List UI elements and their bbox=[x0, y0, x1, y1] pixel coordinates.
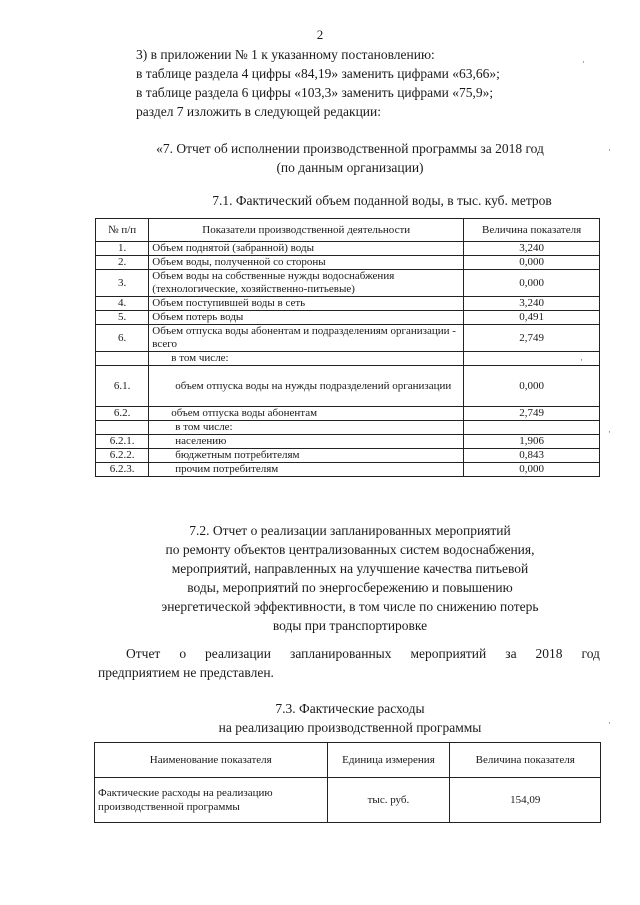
section-7-title-line: (по данным организации) bbox=[276, 160, 424, 175]
scan-speck: · bbox=[580, 355, 583, 365]
table-row bbox=[96, 270, 600, 297]
header-num: № п/п bbox=[96, 219, 149, 242]
header-value: Величина показателя bbox=[464, 219, 600, 242]
paragraph-word: 2018 bbox=[535, 646, 563, 661]
header-value: Величина показателя bbox=[450, 743, 601, 778]
section-7-2-title-line: воды, мероприятий по энергосбережению и повышению bbox=[187, 580, 513, 595]
section-7-title bbox=[60, 139, 640, 177]
header-unit: Единица измерения bbox=[327, 743, 450, 778]
paragraph-word: год bbox=[581, 646, 600, 661]
table-row bbox=[96, 311, 600, 325]
water-volume-table bbox=[95, 218, 600, 477]
intro-line: 3) в приложении № 1 к указанному постановлению: bbox=[136, 47, 435, 62]
row-num bbox=[96, 352, 149, 366]
intro-line: в таблице раздела 4 цифры «84,19» заменить цифрами «63,66»; bbox=[136, 66, 500, 81]
paragraph-word: о bbox=[179, 646, 187, 661]
scan-speck: · bbox=[608, 718, 611, 728]
scan-speck: · bbox=[608, 145, 611, 155]
section-7-2-title-line: мероприятий, направленных на улучшение качества питьевой bbox=[171, 561, 529, 576]
table-header-row bbox=[95, 743, 601, 778]
row-num: 6.2.1. bbox=[96, 435, 149, 449]
scan-speck: · bbox=[608, 427, 611, 437]
section-7-3-title bbox=[60, 699, 640, 737]
table-row bbox=[96, 407, 600, 421]
row-name: Объем поднятой (забранной) воды bbox=[149, 242, 464, 256]
row-name: объем отпуска воды абонентам bbox=[149, 407, 464, 421]
paragraph-word: мероприятий bbox=[410, 646, 487, 661]
table-row bbox=[95, 778, 601, 823]
row-value: 0,491 bbox=[464, 311, 600, 325]
row-value bbox=[464, 421, 600, 435]
row-value: 2,749 bbox=[464, 407, 600, 421]
row-value: 0,000 bbox=[464, 463, 600, 477]
section-7-title-line: «7. Отчет об исполнении производственной программы за 2018 год bbox=[156, 141, 544, 156]
row-name: объем отпуска воды на нужды подразделений организации bbox=[149, 366, 464, 407]
header-name: Наименование показателя bbox=[95, 743, 328, 778]
section-7-1-title-text: 7.1. Фактический объем поданной воды, в тыс. куб. метров bbox=[212, 193, 552, 208]
paragraph-line: предприятием не представлен. bbox=[98, 665, 274, 680]
row-num: 6.2.3. bbox=[96, 463, 149, 477]
intro-line: раздел 7 изложить в следующей редакции: bbox=[136, 104, 382, 119]
row-name: Фактические расходы на реализацию производственной программы bbox=[95, 778, 328, 823]
expenses-table bbox=[94, 742, 601, 823]
section-7-2-paragraph bbox=[98, 644, 600, 682]
section-7-1-title bbox=[172, 191, 592, 210]
row-name: населению bbox=[149, 435, 464, 449]
row-name: Объем потерь воды bbox=[149, 311, 464, 325]
paragraph-word: за bbox=[505, 646, 517, 661]
row-value: 3,240 bbox=[464, 297, 600, 311]
row-num: 6.2.2. bbox=[96, 449, 149, 463]
row-name: в том числе: bbox=[149, 421, 464, 435]
row-num: 1. bbox=[96, 242, 149, 256]
row-num: 6.2. bbox=[96, 407, 149, 421]
section-7-2-title-line: по ремонту объектов централизованных систем водоснабжения, bbox=[165, 542, 535, 557]
row-name: прочим потребителям bbox=[149, 463, 464, 477]
paragraph-word: реализации bbox=[205, 646, 272, 661]
table-row bbox=[96, 352, 600, 366]
row-value: 1,906 bbox=[464, 435, 600, 449]
row-value: 3,240 bbox=[464, 242, 600, 256]
row-value: 0,843 bbox=[464, 449, 600, 463]
intro-line: в таблице раздела 6 цифры «103,3» заменить цифрами «75,9»; bbox=[136, 85, 494, 100]
header-indicator: Показатели производственной деятельности bbox=[149, 219, 464, 242]
row-name: в том числе: bbox=[149, 352, 464, 366]
paragraph-word: запланированных bbox=[289, 646, 392, 661]
table-row bbox=[96, 325, 600, 352]
row-value: 0,000 bbox=[464, 366, 600, 407]
table-header-row bbox=[96, 219, 600, 242]
row-num: 6.1. bbox=[96, 366, 149, 407]
table-row bbox=[96, 463, 600, 477]
row-unit: тыс. руб. bbox=[327, 778, 450, 823]
row-name: Объем воды, полученной со стороны bbox=[149, 256, 464, 270]
paragraph-word: Отчет bbox=[126, 646, 161, 661]
table-row bbox=[96, 297, 600, 311]
row-name: Объем отпуска воды абонентам и подразделениям организации - всего bbox=[149, 325, 464, 352]
paragraph-justified-line bbox=[98, 644, 600, 663]
section-7-2-title-line: энергетической эффективности, в том числе по снижению потерь bbox=[161, 599, 539, 614]
scan-speck: · bbox=[582, 57, 585, 67]
section-7-2-title bbox=[60, 521, 640, 635]
section-7-2-title-line: 7.2. Отчет о реализации запланированных мероприятий bbox=[189, 523, 511, 538]
row-num: 3. bbox=[96, 270, 149, 297]
section-7-3-title-line: 7.3. Фактические расходы bbox=[275, 701, 425, 716]
table-row bbox=[96, 435, 600, 449]
row-name: Объем поступившей воды в сеть bbox=[149, 297, 464, 311]
table-row bbox=[96, 449, 600, 463]
row-value: 154,09 bbox=[450, 778, 601, 823]
table-row bbox=[96, 421, 600, 435]
row-name: Объем воды на собственные нужды водоснабжения (технологические, хозяйственно-питьевые) bbox=[149, 270, 464, 297]
row-num: 5. bbox=[96, 311, 149, 325]
row-value: 0,000 bbox=[464, 256, 600, 270]
row-num: 4. bbox=[96, 297, 149, 311]
row-num: 2. bbox=[96, 256, 149, 270]
row-value: 0,000 bbox=[464, 270, 600, 297]
table-row bbox=[96, 242, 600, 256]
section-7-3-title-line: на реализацию производственной программы bbox=[218, 720, 482, 735]
row-name: бюджетным потребителям bbox=[149, 449, 464, 463]
table-row bbox=[96, 366, 600, 407]
section-7-2-title-line: воды при транспортировке bbox=[272, 618, 428, 633]
intro-text bbox=[136, 45, 616, 121]
row-value: 2,749 bbox=[464, 325, 600, 352]
row-num: 6. bbox=[96, 325, 149, 352]
table-row bbox=[96, 256, 600, 270]
row-num bbox=[96, 421, 149, 435]
page-number: 2 bbox=[316, 27, 324, 42]
